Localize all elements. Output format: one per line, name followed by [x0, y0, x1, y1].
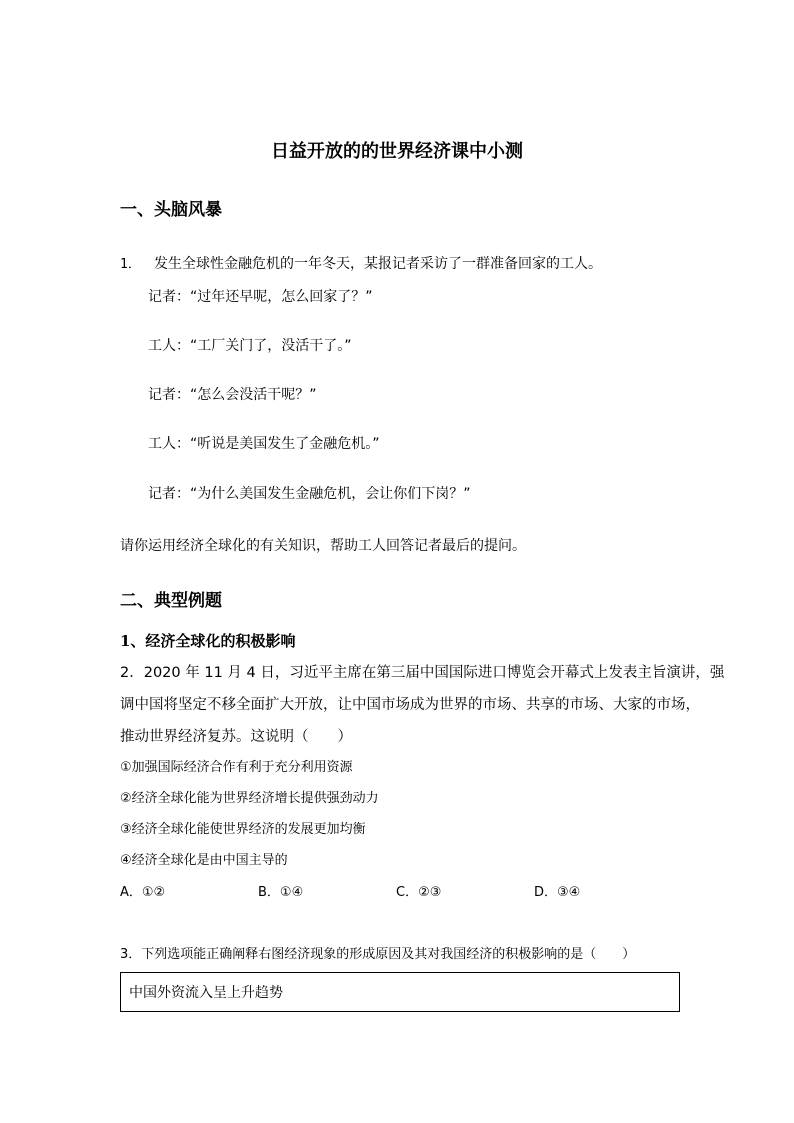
question-2-line-3: 推动世界经济复苏。这说明（ ） — [120, 729, 352, 745]
option-d: D．③④ — [534, 885, 581, 900]
question-2-line-2: 调中国将坚定不移全面扩大开放，让中国市场成为世界的市场、共享的市场、大家的市场， — [120, 697, 700, 713]
section-heading-brainstorm: 一、头脑风暴 — [120, 200, 222, 220]
dialogue-line-5: 记者：“为什么美国发生金融危机，会让你们下岗？” — [148, 486, 471, 502]
option-a: A．①② — [120, 885, 166, 900]
option-c: C．②③ — [396, 885, 442, 900]
statement-4: ④经济全球化是由中国主导的 — [120, 853, 288, 868]
dialogue-line-3: 记者：“怎么会没活干呢？” — [148, 387, 317, 403]
question-1-intro: 发生全球性金融危机的一年冬天，某报记者采访了一群准备回家的工人。 — [154, 256, 602, 272]
dialogue-line-1: 记者：“过年还早呢，怎么回家了？” — [148, 289, 373, 305]
question-1-prompt: 请你运用经济全球化的有关知识，帮助工人回答记者最后的提问。 — [120, 538, 526, 554]
material-box-text: 中国外资流入呈上升趋势 — [129, 985, 283, 1001]
section-heading-examples: 二、典型例题 — [120, 591, 222, 611]
option-b: B．①④ — [258, 885, 304, 900]
dialogue-line-4: 工人：“听说是美国发生了金融危机。” — [148, 436, 380, 452]
question-3-material-box — [120, 972, 680, 1012]
statement-2: ②经济全球化能为世界经济增长提供强劲动力 — [120, 791, 379, 806]
question-1-number — [120, 257, 141, 271]
subsection-heading-positive-impact: 1、经济全球化的积极影响 — [120, 632, 296, 650]
statement-1: ①加强国际经济合作有利于充分利用资源 — [120, 760, 353, 775]
statement-3: ③经济全球化能使世界经济的发展更加均衡 — [120, 822, 366, 837]
document-title: 日益开放的的世界经济课中小测 — [271, 141, 523, 162]
dialogue-line-2: 工人：“工厂关门了，没活干了。” — [148, 338, 352, 354]
question-3-stem: 3．下列选项能正确阐释右图经济现象的形成原因及其对我国经济的积极影响的是（ ） — [120, 947, 636, 962]
question-2-line-1: 2．2020 年 11 月 4 日，习近平主席在第三届中国国际进口博览会开幕式上发表主旨演讲，强 — [120, 665, 725, 681]
question-number: 1． — [120, 257, 141, 272]
